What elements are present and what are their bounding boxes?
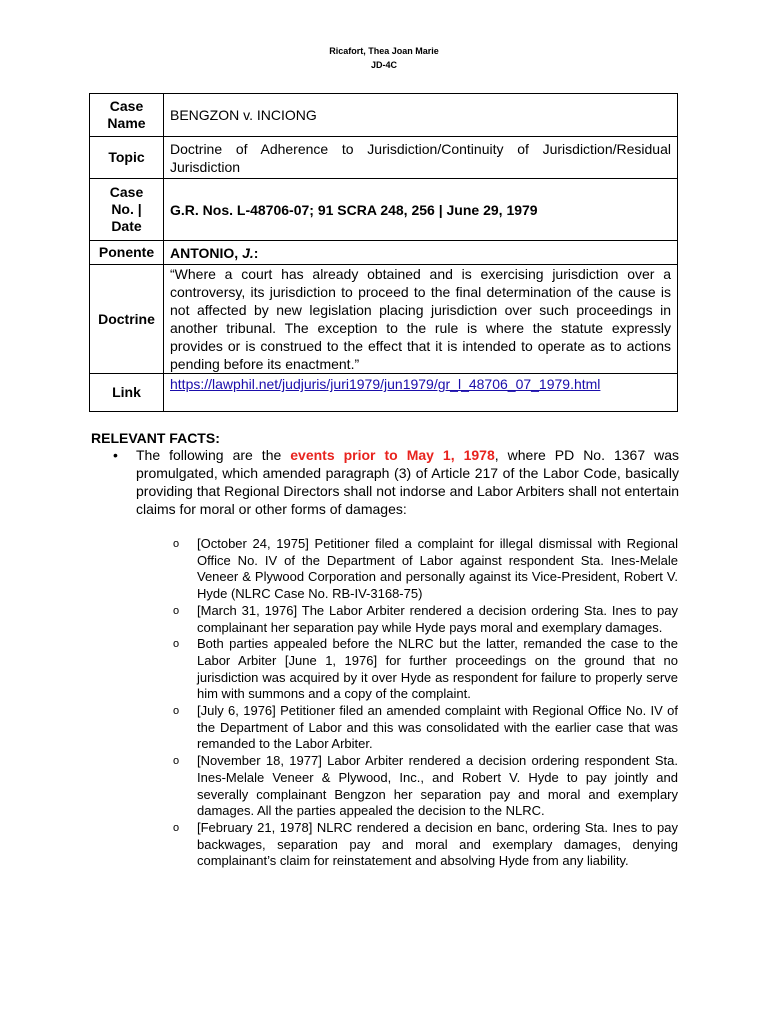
case-number-value: G.R. Nos. L-48706-07; 91 SCRA 248, 256 | June 29, 1979 — [164, 179, 678, 241]
ponente-value — [164, 241, 678, 265]
bullet-icon: • — [113, 447, 118, 463]
intro-text-end: , where PD No. 1367 was promulgated, which amended paragraph (3) of Article 217 of the Labor Code, basically providing that Regional Directors shall not indorse and Labor Arbiters shall not entertain claims for moral or other forms of damages: — [136, 447, 680, 517]
case-number-label-line: No. | — [111, 201, 142, 217]
case-link[interactable]: https://lawphil.net/judjuris/juri1979/jun1979/gr_l_48706_07_1979.html — [170, 376, 601, 392]
events-list — [173, 536, 678, 870]
circle-bullet-icon: o — [173, 604, 180, 617]
list-item — [173, 603, 678, 636]
circle-bullet-icon: o — [173, 821, 180, 834]
intro-text-start: The following are the — [136, 447, 291, 463]
topic-label: Topic — [90, 137, 164, 179]
case-name-value: BENGZON v. INCIONG — [164, 94, 678, 137]
list-item — [173, 703, 678, 753]
list-item — [173, 636, 678, 703]
doctrine-label: Doctrine — [90, 265, 164, 374]
case-digest-table — [89, 93, 678, 412]
case-number-label-line: Date — [111, 218, 142, 234]
list-item-text: [November 18, 1977] Labor Arbiter rendered a decision ordering respondent Sta. Ines-Melale Veneer & Plywood, Inc., and Robert V. Hyde to pay jointly and severally complainant Bengzon her separation pay and moral and exemplary damages. All the parties appealed the decision to the NLRC. — [197, 753, 678, 819]
list-item-text: [October 24, 1975] Petitioner filed a complaint for illegal dismissal with Regional Office No. IV of the Department of Labor against respondent Sta. Ines-Melale Veneer & Plywood Corporation and personally against its Vice-President, Robert V. Hyde (NLRC Case No. RB-IV-3168-75) — [197, 536, 678, 602]
facts-intro-bullet — [113, 446, 679, 518]
list-item-text: [July 6, 1976] Petitioner filed an amended complaint with Regional Office No. IV of the Department of Labor and this was consolidated with the earlier case that was remanded to the Labor Arbiter. — [197, 703, 678, 752]
ponente-title: J. — [242, 244, 254, 261]
list-item — [173, 820, 678, 870]
circle-bullet-icon: o — [173, 538, 180, 550]
list-item — [173, 753, 678, 820]
circle-bullet-icon: o — [173, 755, 180, 768]
ponente-label: Ponente — [90, 241, 164, 265]
circle-bullet-icon: o — [173, 638, 180, 651]
intro-highlight: events prior to May 1, 1978 — [290, 447, 495, 463]
section-code: JD-4C — [370, 60, 397, 70]
circle-bullet-icon: o — [173, 705, 180, 718]
ponente-row — [90, 241, 678, 265]
case-number-label-line: Case — [109, 184, 144, 200]
document-header — [0, 44, 768, 72]
doctrine-row — [90, 265, 678, 374]
link-row — [90, 374, 678, 412]
case-number-label — [90, 179, 164, 241]
doctrine-value: “Where a court has already obtained and is exercising jurisdiction over a controversy, its jurisdiction to proceed to the final determination of the cause is not affected by new legislation placing jurisdiction over such proceedings in another tribunal. The exception to the rule is where the statute expressly provides or is construed to the effect that it is intended to operate as to actions pending before its enactment.” — [164, 265, 678, 374]
case-name-label: Case Name — [90, 94, 164, 137]
case-name-row — [90, 94, 678, 137]
link-cell — [164, 374, 678, 412]
link-label: Link — [90, 374, 164, 412]
facts-intro-text — [136, 446, 679, 518]
list-item-text: Both parties appealed before the NLRC but the latter, remanded the case to the Labor Arbiter [June 1, 1976] for further proceedings on the ground that no jurisdiction was acquired by it over Hyde as respondent for failure to properly serve him with summons and a copy of the complaint. — [197, 636, 678, 702]
topic-row — [90, 137, 678, 179]
topic-value: Doctrine of Adherence to Jurisdiction/Continuity of Jurisdiction/Residual Jurisdiction — [164, 137, 678, 179]
relevant-facts-heading: RELEVANT FACTS: — [91, 430, 220, 446]
author-name: Ricafort, Thea Joan Marie — [329, 46, 439, 56]
list-item-text: [February 21, 1978] NLRC rendered a decision en banc, ordering Sta. Ines to pay backwages, separation pay and moral and exemplary damages, denying complainant’s claim for reinstatement and absolving Hyde from any liability. — [197, 819, 678, 869]
ponente-name: ANTONIO, J.: — [170, 244, 259, 261]
list-item-text: [March 31, 1976] The Labor Arbiter rendered a decision ordering Sta. Ines to pay complainant her separation pay while Hyde pays moral and exemplary damages. — [197, 602, 678, 635]
list-item — [173, 536, 678, 603]
case-number-row — [90, 179, 678, 241]
